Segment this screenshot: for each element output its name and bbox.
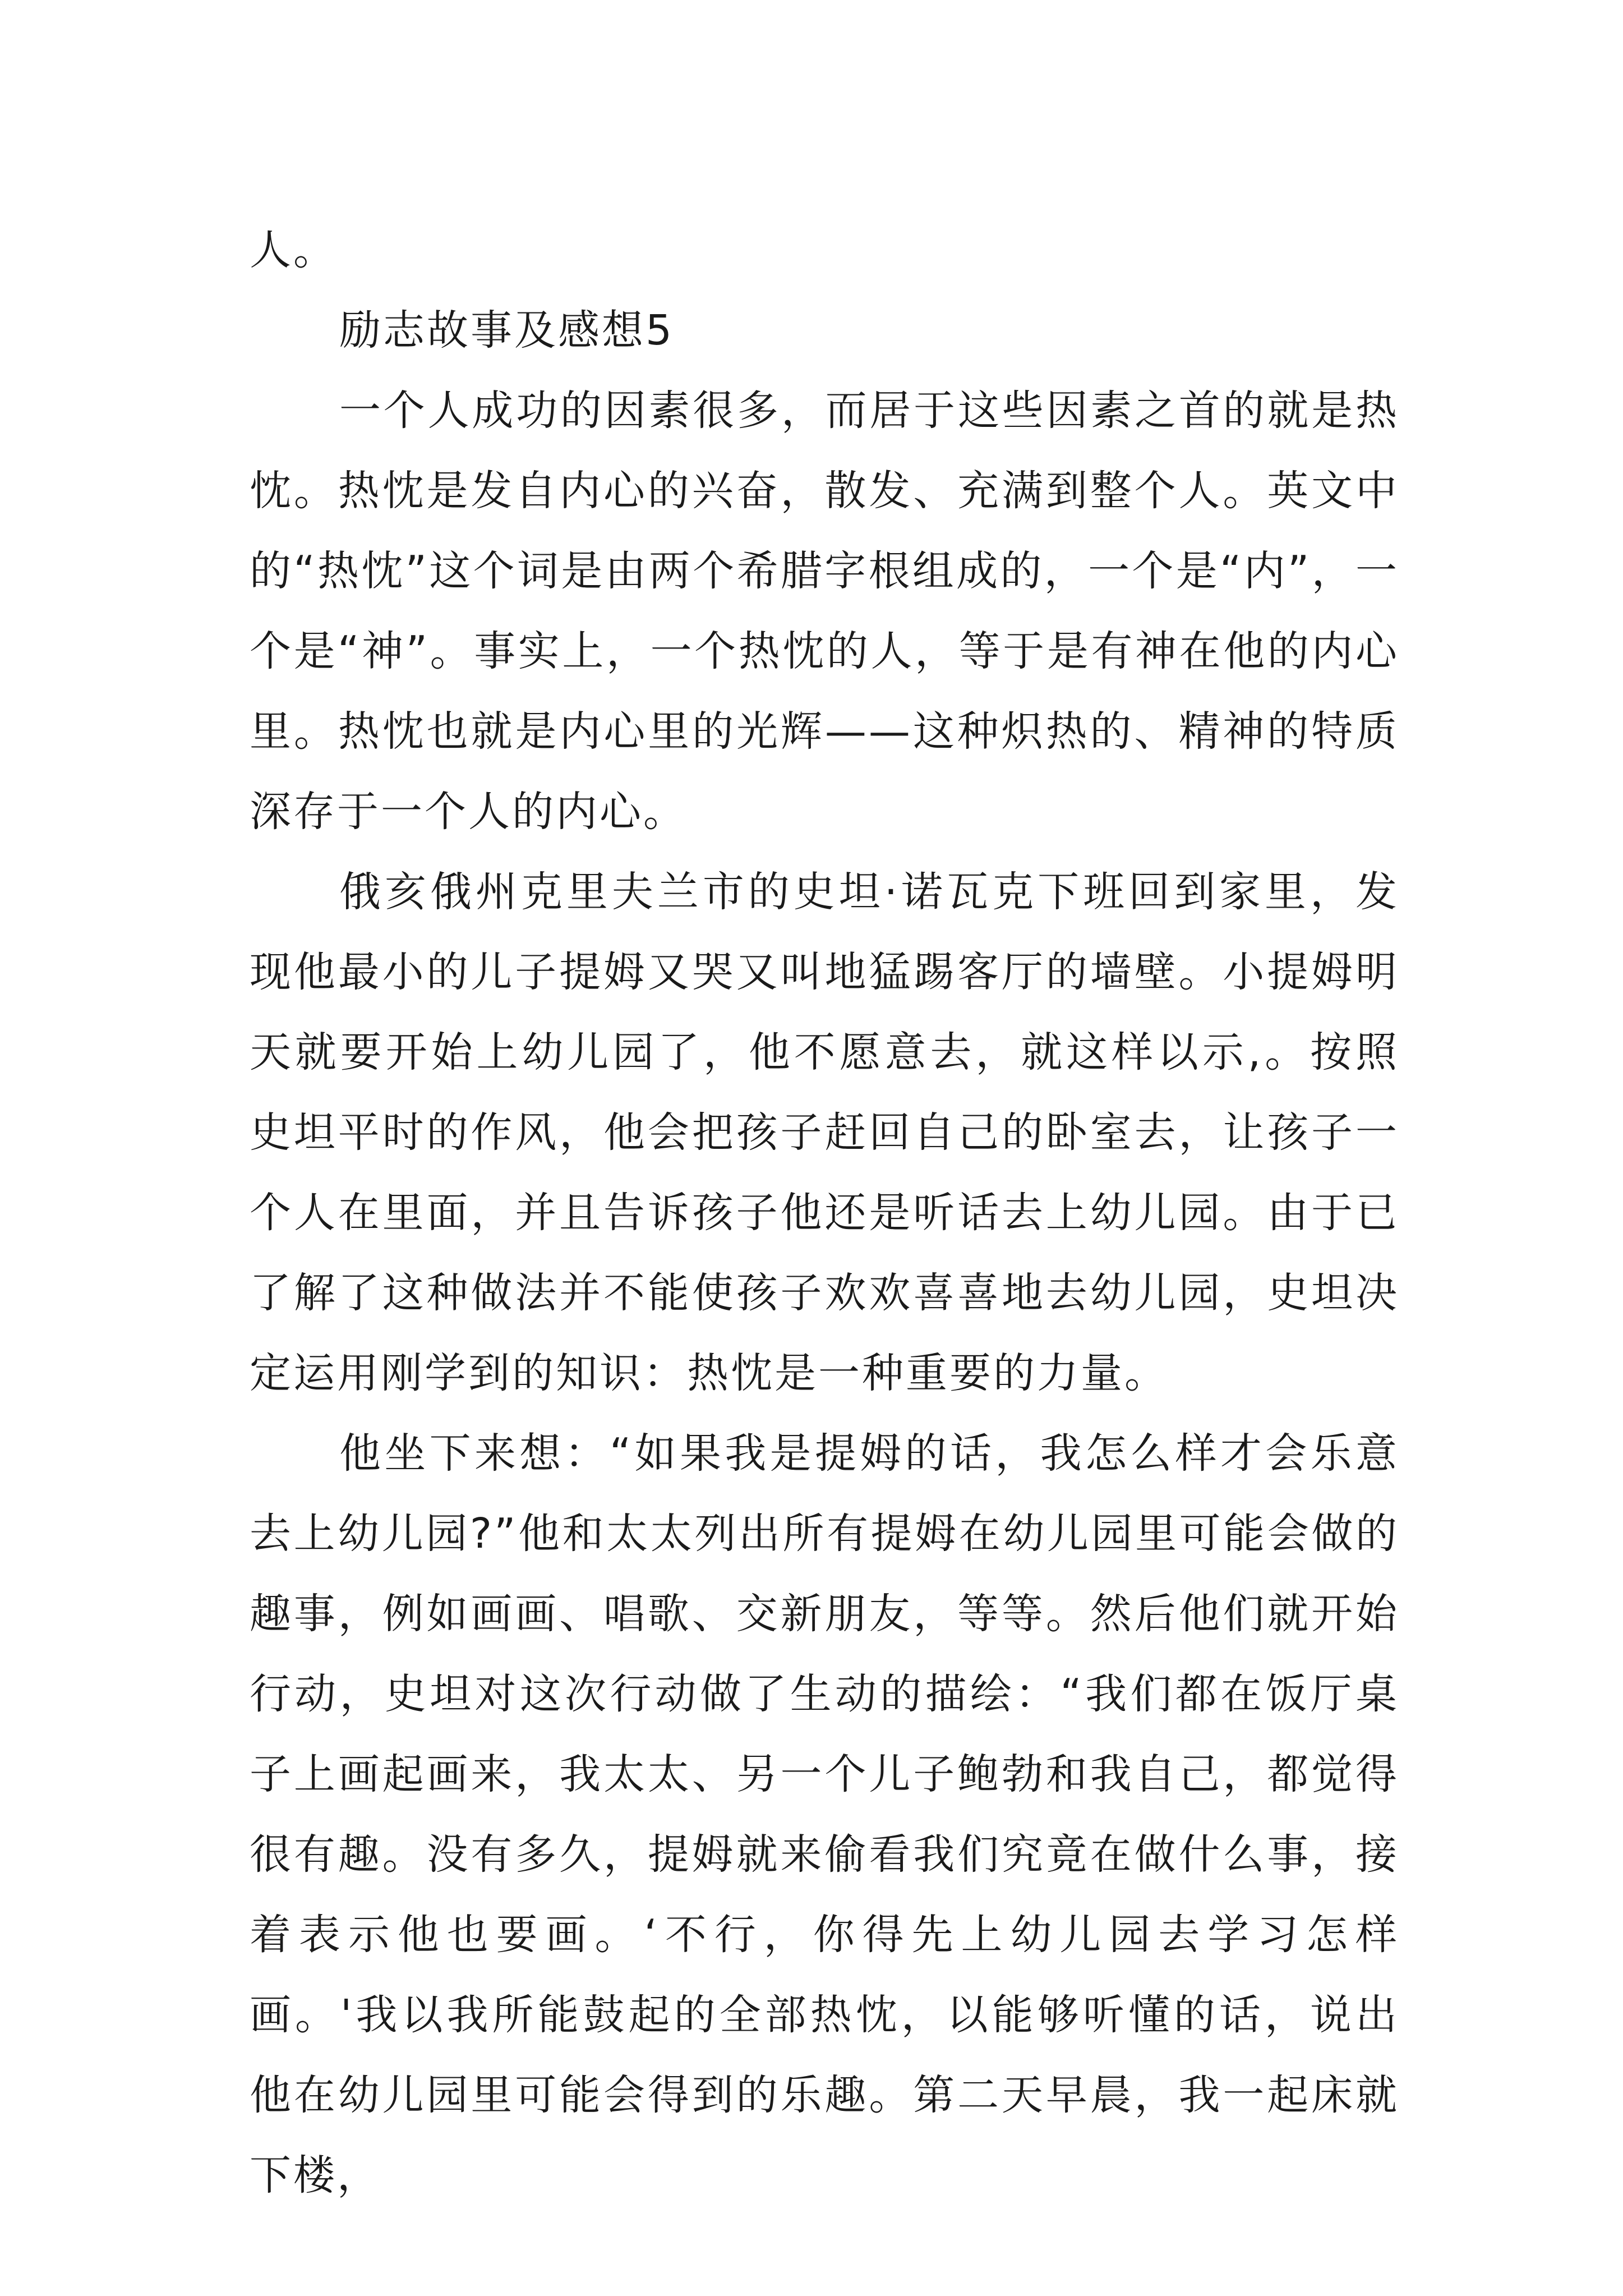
continuation-text: 人。 [250, 226, 337, 274]
paragraph-3: 他坐下来想：“如果我是提姆的话，我怎么样才会乐意去上幼儿园?”他和太太列出所有提姆在幼儿园里可能会做的趣事，例如画画、唱歌、交新朋友，等等。然后他们就开始行动，史坦对这次行动做了生动的描绘：“我们都在饭厅桌子上画起画来，我太太、另一个儿子鲍勃和我自己，都觉得很有趣。没有多久，提姆就来偷看我们究竟在做什么事，接着表示他也要画。‘不行，你得先上幼儿园去学习怎样画。'我以我所能鼓起的全部热忱，以能够听懂的话，说出他在幼儿园里可能会得到的乐趣。第二天早晨，我一起床就下楼， [250, 1429, 1399, 2200]
document-body [250, 210, 1399, 2216]
paragraph-1: 一个人成功的因素很多，而居于这些因素之首的就是热忱。热忱是发自内心的兴奋，散发、充满到整个人。英文中的“热忱”这个词是由两个希腊字根组成的，一个是“内”，一个是“神”。事实上，一个热忱的人，等于是有神在他的内心里。热忱也就是内心里的光辉——这种炽热的、精神的特质深存于一个人的内心。 [250, 386, 1399, 836]
paragraph-2: 俄亥俄州克里夫兰市的史坦·诺瓦克下班回到家里，发现他最小的儿子提姆又哭又叫地猛踢客厅的墙壁。小提姆明天就要开始上幼儿园了，他不愿意去，就这样以示,。按照史坦平时的作风，他会把孩子赶回自己的卧室去，让孩子一个人在里面，并且告诉孩子他还是听话去上幼儿园。由于已了解了这种做法并不能使孩子欢欢喜喜地去幼儿园，史坦决定运用刚学到的知识：热忱是一种重要的力量。 [250, 868, 1399, 1397]
section-heading: 励志故事及感想5 [339, 306, 675, 355]
